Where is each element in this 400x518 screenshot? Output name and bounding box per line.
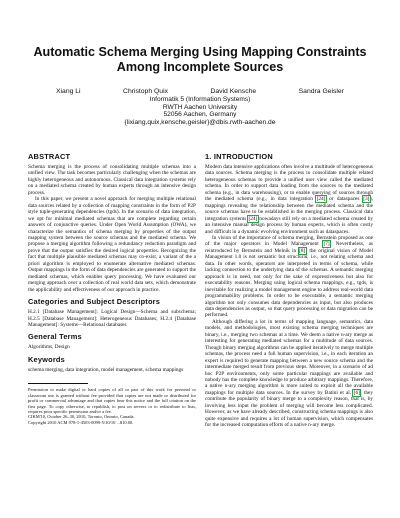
title-line-2: Among Incomplete Sources: [116, 60, 284, 74]
intro-p3-text-a: Although differing a lot in terms of mapping language, semantics, data models, and methodologies, most existing schema merging techniques are binary, i.e., merging two schemas at a time. We deem a native n-ary merge as interesting for generating mediated schemas for a multitude of data sources. Though binary merging algorithms can be applied iteratively to merge multiple schemas, the process need a full human supervision, i.e., in each iteration an expert is required to generate mapping between a new source schema and the intermediate merged result from previous steps. Moreover, in a scenario of ad hoc P2P environments, only some particular mappings are available and nobody has the complete knowledge to produce arbitrary mappings. Therefore, a native n-ary merging algorithm is more suited to exploit all the available mappings for multiple data sources. In the survey by Batini et al.: [205, 318, 373, 396]
affiliation-line-1: Informatik 5 (Information Systems): [149, 96, 251, 103]
citation-link[interactable]: [24]: [316, 196, 326, 203]
permission-footnote: Permission to make digital or hard copies of all or part of this work for personal or classroom use is granted without fee provided that copies are not made or distributed for profit or commercial advantage and that copies bear this notice and the full citation on the first page. To copy otherwise, to republish, to post on servers or to redistribute to lists, requires prior specific permission and/or a fee.: [28, 387, 196, 414]
affiliation-line-2: RWTH Aachen University: [162, 103, 238, 111]
introduction-heading: 1. INTRODUCTION: [205, 152, 273, 161]
abstract-paragraph-1: Schema merging is the process of consolidating multiple schemas into a unified view. The task becomes particularly challenging when the schemas are highly heterogeneous and autonomous. Classical data integration systems rely on a mediated schema created by human experts through an intensive design process.: [28, 164, 196, 196]
author-3: David Kensche: [210, 88, 257, 95]
general-terms-text: Algorithms, Design: [28, 344, 70, 351]
categories-heading: Categories and Subject Descriptors: [28, 297, 161, 307]
intro-paragraph-2: [205, 235, 373, 319]
citation-link[interactable]: [8]: [299, 247, 306, 254]
conference-line: CIKM'10, October 26–30, 2010, Toronto, Ontario, Canada.: [28, 414, 135, 420]
author-list: [56, 88, 344, 95]
affiliation: [60, 96, 340, 126]
intro-p3-text-b: , they contribute the popularity of binary merge to a complexity reason, that is, by involving less input the problem of merging will become less complicated. However, as we have already described, constructing schema mappings is also quite expensive and requires a lot of human supervision, which compensates for the increased computation efforts of a native n-ary merge.: [205, 389, 373, 429]
citation-link[interactable]: [7]: [323, 241, 330, 248]
intro-p1-text-c: ), mappings revealing the relationship between the mediated schema and the source schemas have to be established in the merging process. Classical data integration systems: [205, 196, 374, 222]
intro-paragraph-3: [205, 319, 373, 429]
intro-paragraph-1: [205, 164, 373, 235]
general-terms-heading: General Terms: [28, 332, 82, 342]
author-2: Christoph Quix: [123, 88, 168, 95]
citation-link[interactable]: [6]: [353, 389, 360, 396]
author-1: Xiang Li: [56, 88, 81, 95]
intro-p1-text-d: nowadays still rely on a mediated schema created by an intensive manual design process by human experts, which is often costly and difficult in a dynamic evolving environment such as dataspaces.: [205, 215, 374, 235]
keywords-text: schema merging, data integration, model management, schema mappings: [28, 366, 184, 373]
title-line-1: Automatic Schema Merging Using Mapping Constraints: [33, 45, 367, 59]
keywords-heading: Keywords: [28, 354, 65, 364]
paper-title: [20, 45, 380, 75]
abstract-heading: ABSTRACT: [28, 152, 71, 161]
categories-text: H.2.1 [Database Management]: Logical Design—Schema and subschema; H.2.5 [Database Management]: Heterogeneous Databases; H.2.4 [Database Management]: Systems—Relational databases: [28, 309, 196, 328]
right-column: [205, 152, 373, 429]
author-emails: {lixiang,quix,kensche,geisler}@dbis.rwth-aachen.de: [124, 118, 276, 126]
intro-p1-text-a: Modern data intensive applications often involve a multitude of heterogeneous data sources. Schema merging is the process to consolidate multiple related heterogeneous schemas to provide a unified user view called the mediated schema. In order to support data loading from the sources to the mediated schema (e.g., in data warehousing), or to enable querying of sources through the mediated schema (e.g., in data integration: [205, 164, 373, 203]
affiliation-line-3: 52056 Aachen, Germany: [163, 111, 237, 119]
intro-p1-text-b: or dataspaces: [329, 196, 360, 203]
footnote-divider: [28, 383, 88, 384]
intro-p2-text-a: In vision of the importance of schema merging, Bernstein proposed as one of the major operators in Model Management: [205, 234, 373, 248]
author-4: Sandra Geisler: [298, 88, 344, 95]
copyright-line: Copyright 2010 ACM 978-1-4503-0099-5/10/10 ...$10.00.: [28, 419, 134, 425]
citation-link[interactable]: [24]: [248, 215, 258, 222]
intro-p2-text-b: . Nevertheless, as reintroduced by Bernstein and Melnik in: [205, 241, 373, 254]
abstract-paragraph-2: In this paper, we present a novel approach for merging multiple relational data sources related by a collection of mapping constraints in the form of P2P style tuple-generating dependencies (tgds). In the scenario of data integration, we opt for minimal mediated schemas that are complete regarding certain answers of conjunctive queries. Under Open World Assumption (OWA), we characterize the semantics of schema merging by properties of the output mapping system between the source schemas and the mediated schema. We propose a merging algorithm following a redundancy reduction paradigm and prove that the output satisfies the desired logical properties. Recognizing the fact that multiple plausible mediated schemas may co-exist, a variant of the a priori algorithm is employed to enumerate alternative mediated schemas. Output mappings in the form of data dependencies are generated to support the mediated schemas, which enables query processing. We have evaluated our merging approach over a collection of real world data sets, which demonstrate the applicability and effectiveness of our approach in practice.: [28, 196, 196, 293]
left-column: [28, 152, 196, 425]
intro-p2-text-c: , the original vision of Model Management 1.0 is not semantic but structural, i.e., not relating schema and data. In other words, operators are interpreted in terms of schema, while lacking connection to the underlying data of the schemas. A semantic merging approach is in need, not only for the sake of expressiveness but also for executability reasons. Merging using logical schema mappings, e.g., tgds, is inevitable for realizing a model management engine to address real-world data programmability problems. In order to be executable, a semantic merging algorithm not only consumes data dependencies as input, but also produces data dependencies as output, so that query processing or data migration can be performed.: [205, 247, 373, 319]
citation-link[interactable]: [3]: [363, 196, 370, 203]
